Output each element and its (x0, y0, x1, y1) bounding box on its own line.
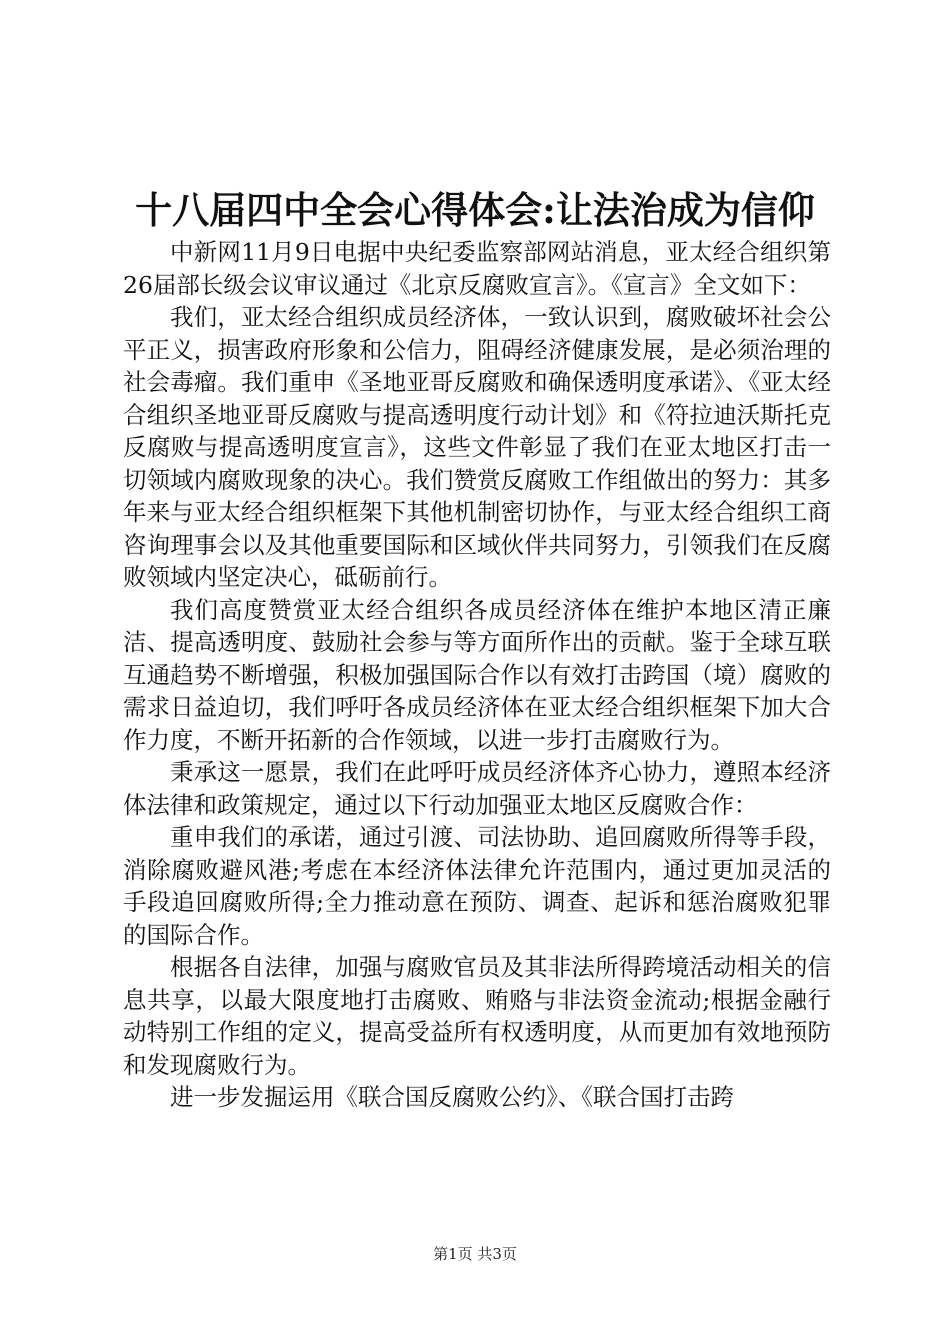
paragraph: 中新网11月9日电据中央纪委监察部网站消息，亚太经合组织第26届部长级会议审议通过《北京反腐败宣言》。《宣言》全文如下： (123, 238, 831, 299)
paragraph: 进一步发掘运用《联合国反腐败公约》、《联合国打击跨 (170, 1083, 734, 1111)
document-title: 十八届四中全会心得体会:让法治成为信仰 (135, 188, 815, 232)
paragraph: 秉承这一愿景，我们在此呼吁成员经济体齐心协力，遵照本经济体法律和政策规定，通过以下行动加强亚太地区反腐败合作： (123, 758, 831, 819)
paragraph: 根据各自法律，加强与腐败官员及其非法所得跨境活动相关的信息共享，以最大限度地打击腐败、贿赂与非法资金流动;根据金融行动特别工作组的定义，提高受益所有权透明度，从而更加有效地预防和发现腐败行为。 (123, 953, 831, 1079)
paragraph: 我们高度赞赏亚太经合组织各成员经济体在维护本地区清正廉洁、提高透明度、鼓励社会参与等方面所作出的贡献。鉴于全球互联互通趋势不断增强，积极加强国际合作以有效打击跨国（境）腐败的需求日益迫切，我们呼吁各成员经济体在亚太经合组织框架下加大合作力度，不断开拓新的合作领域，以进一步打击腐败行为。 (123, 595, 831, 754)
paragraph: 重申我们的承诺，通过引渡、司法协助、追回腐败所得等手段，消除腐败避风港;考虑在本经济体法律允许范围内，通过更加灵活的手段追回腐败所得;全力推动意在预防、调查、起诉和惩治腐败犯罪的国际合作。 (123, 823, 831, 949)
paragraph: 我们，亚太经合组织成员经济体，一致认识到，腐败破坏社会公平正义，损害政府形象和公信力，阻碍经济健康发展，是必须治理的社会毒瘤。我们重申《圣地亚哥反腐败和确保透明度承诺》、《亚太经合组织圣地亚哥反腐败与提高透明度行动计划》和《符拉迪沃斯托克反腐败与提高透明度宣言》，这些文件彰显了我们在亚太地区打击一切领域内腐败现象的决心。我们赞赏反腐败工作组做出的努力：其多年来与亚太经合组织框架下其他机制密切协作，与亚太经合组织工商咨询理事会以及其他重要国际和区域伙伴共同努力，引领我们在反腐败领域内坚定决心，砥砺前行。 (123, 303, 831, 591)
document-body (123, 236, 831, 1114)
page-footer: 第1页 共3页 (433, 1245, 517, 1263)
